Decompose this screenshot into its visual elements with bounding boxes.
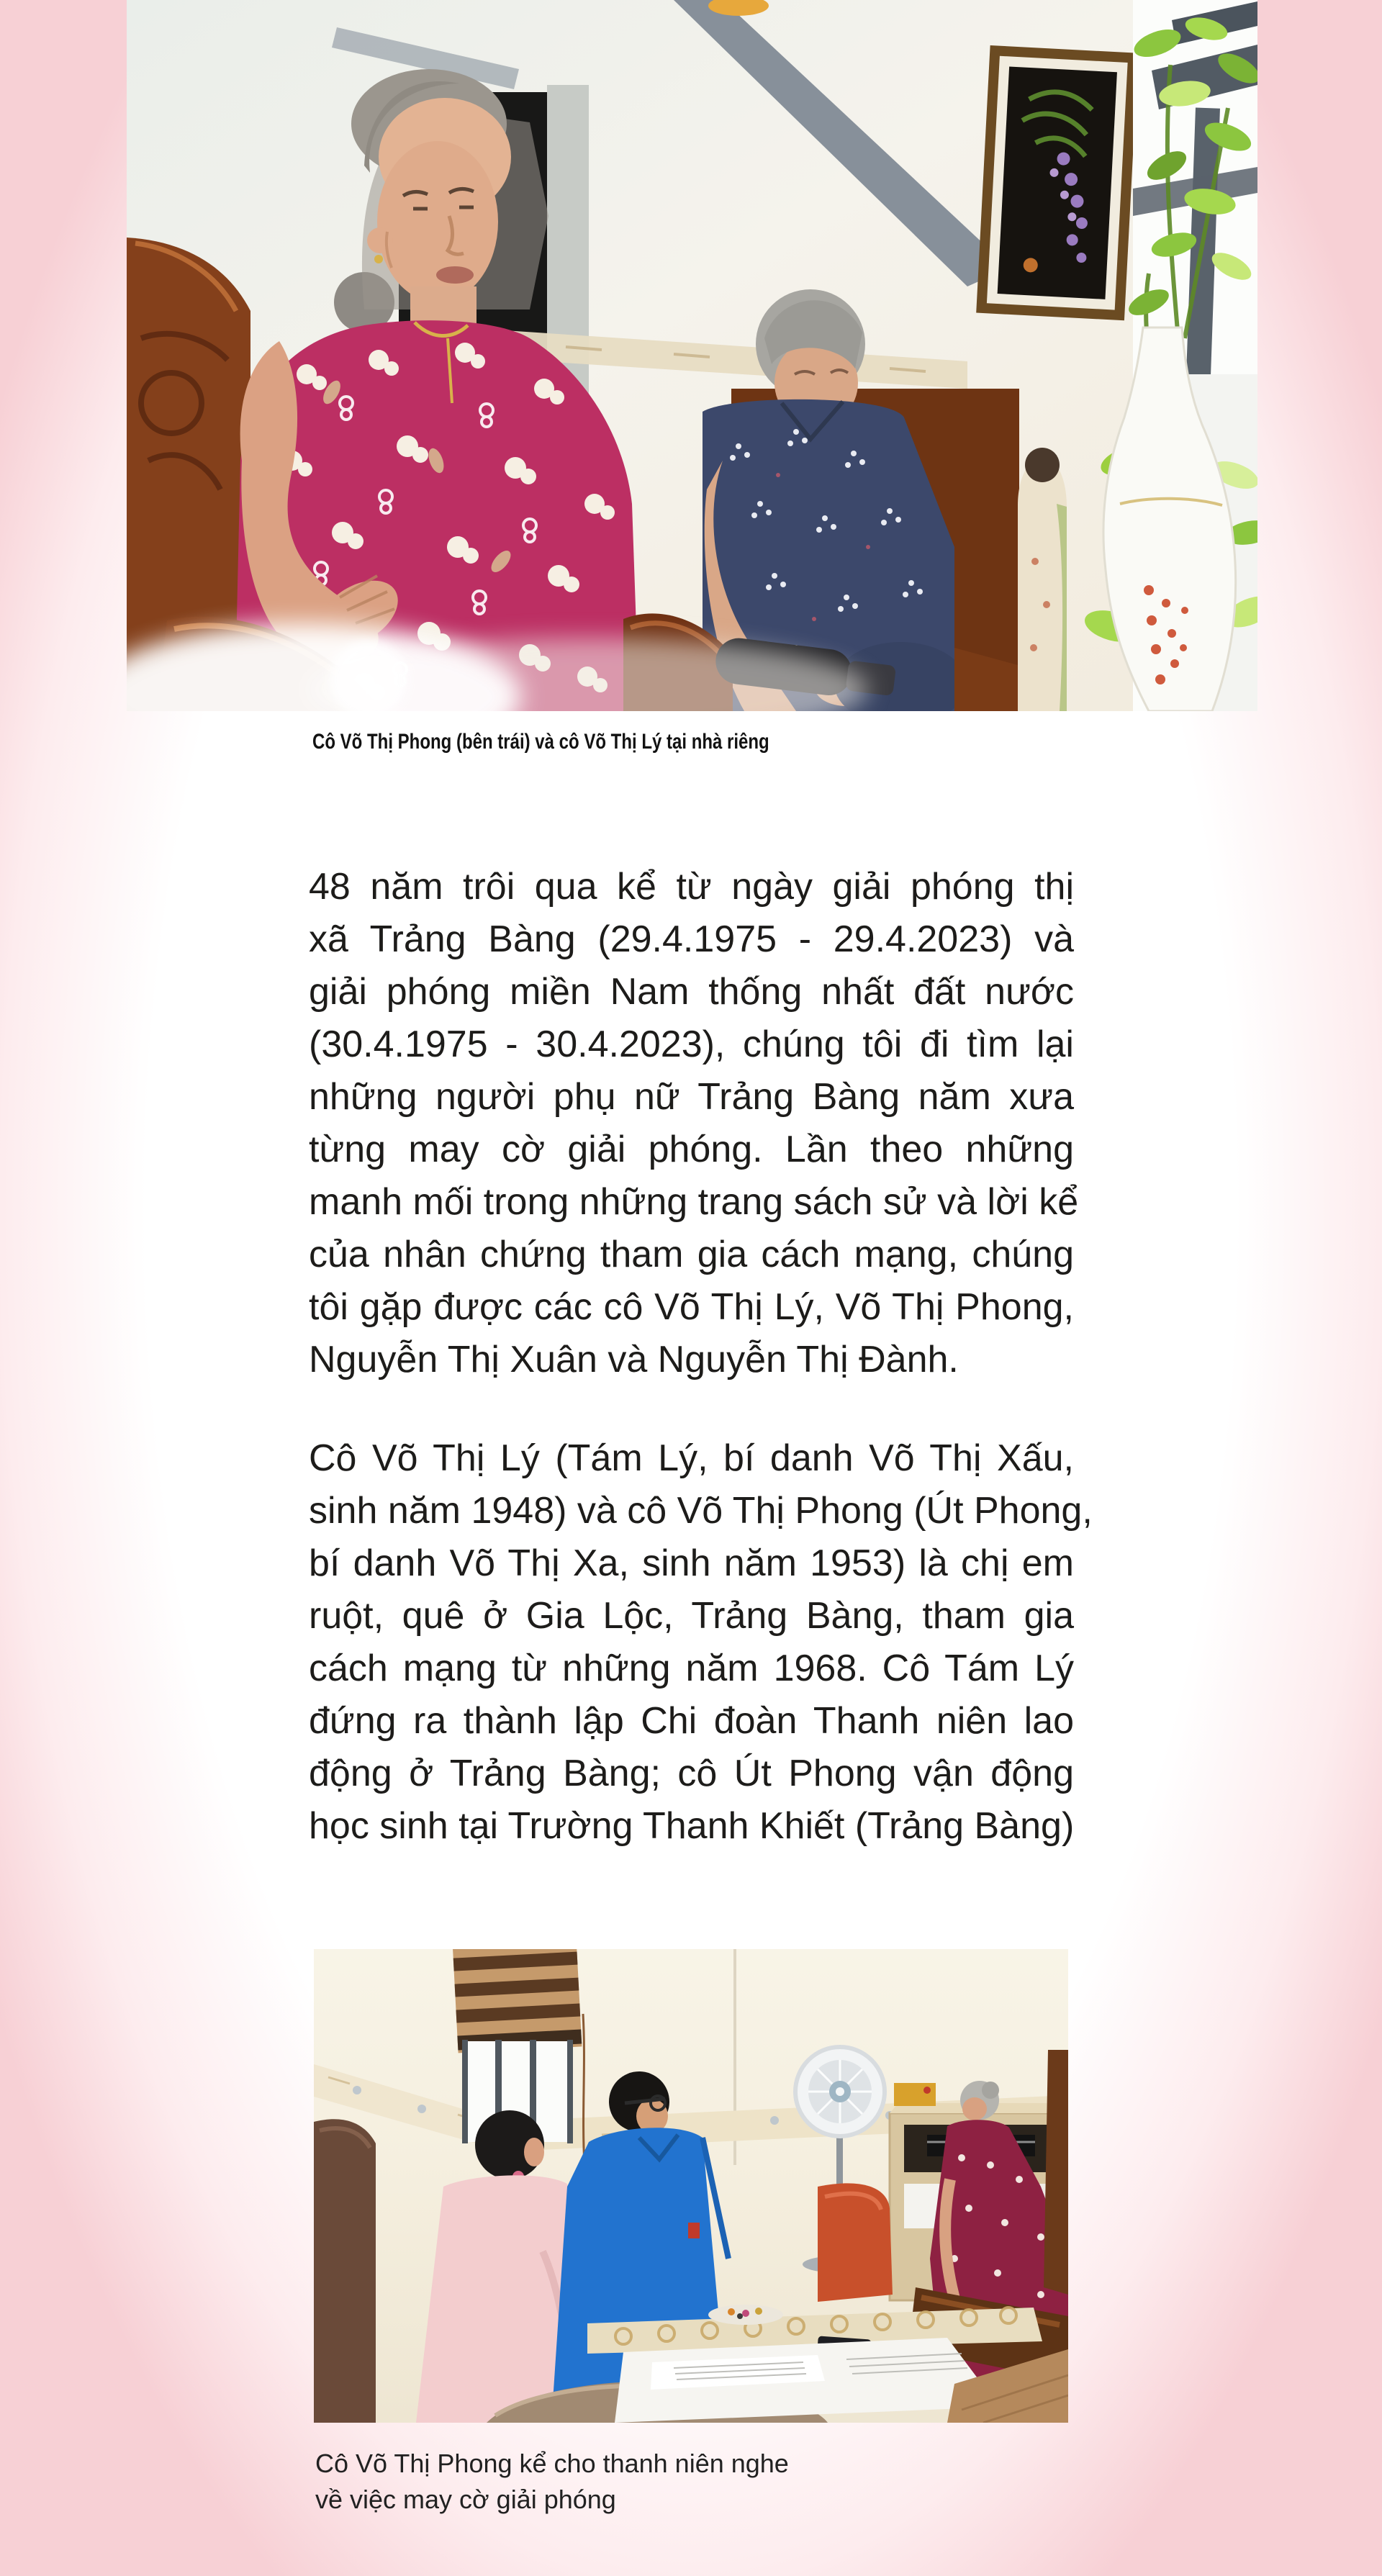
inline-caption-line-1: Cô Võ Thị Phong kể cho thanh niên nghe bbox=[315, 2449, 789, 2478]
text-line: 48 năm trôi qua kể từ ngày giải phóng thị bbox=[309, 866, 1074, 908]
inline-photo-illustration bbox=[314, 1949, 1068, 2423]
inline-photo-caption bbox=[315, 2446, 789, 2518]
text-line: manh mối trong những trang sách sử và lời kể bbox=[309, 1181, 1079, 1223]
text-line: ruột, quê ở Gia Lộc, Trảng Bàng, tham gia bbox=[309, 1595, 1074, 1637]
text-line: bí danh Võ Thị Xa, sinh năm 1953) là chị em bbox=[309, 1542, 1074, 1584]
hero-photo bbox=[127, 0, 1257, 711]
text-line: đứng ra thành lập Chi đoàn Thanh niên lao bbox=[309, 1700, 1074, 1742]
inline-photo bbox=[314, 1949, 1068, 2423]
text-line: từng may cờ giải phóng. Lần theo những bbox=[309, 1129, 1074, 1170]
hero-photo-illustration bbox=[127, 0, 1257, 711]
text-line: (30.4.1975 - 30.4.2023), chúng tôi đi tìm lại bbox=[309, 1023, 1074, 1065]
text-line: sinh năm 1948) và cô Võ Thị Phong (Út Phong, bbox=[309, 1490, 1093, 1532]
text-line: động ở Trảng Bàng; cô Út Phong vận động bbox=[309, 1753, 1074, 1794]
text-line: Cô Võ Thị Lý (Tám Lý, bí danh Võ Thị Xấu, bbox=[309, 1437, 1074, 1479]
text-line: giải phóng miền Nam thống nhất đất nước bbox=[309, 971, 1074, 1013]
article-body bbox=[309, 861, 1093, 1853]
text-line: của nhân chứng tham gia cách mạng, chúng bbox=[309, 1234, 1074, 1275]
text-line: xã Trảng Bàng (29.4.1975 - 29.4.2023) và bbox=[309, 918, 1074, 960]
text-line: Nguyễn Thị Xuân và Nguyễn Thị Đành. bbox=[309, 1339, 959, 1380]
text-line: những người phụ nữ Trảng Bàng năm xưa bbox=[309, 1076, 1074, 1118]
text-line: cách mạng từ những năm 1968. Cô Tám Lý bbox=[309, 1648, 1074, 1689]
inline-caption-line-2: về việc may cờ giải phóng bbox=[315, 2485, 616, 2514]
text-line: học sinh tại Trường Thanh Khiết (Trảng Bàng) bbox=[309, 1805, 1075, 1847]
text-line: tôi gặp được các cô Võ Thị Lý, Võ Thị Phong, bbox=[309, 1286, 1074, 1328]
paragraph bbox=[309, 1432, 1093, 1853]
hero-photo-caption: Cô Võ Thị Phong (bên trái) và cô Võ Thị Lý tại nhà riêng bbox=[312, 730, 769, 754]
paragraph bbox=[309, 861, 1079, 1386]
